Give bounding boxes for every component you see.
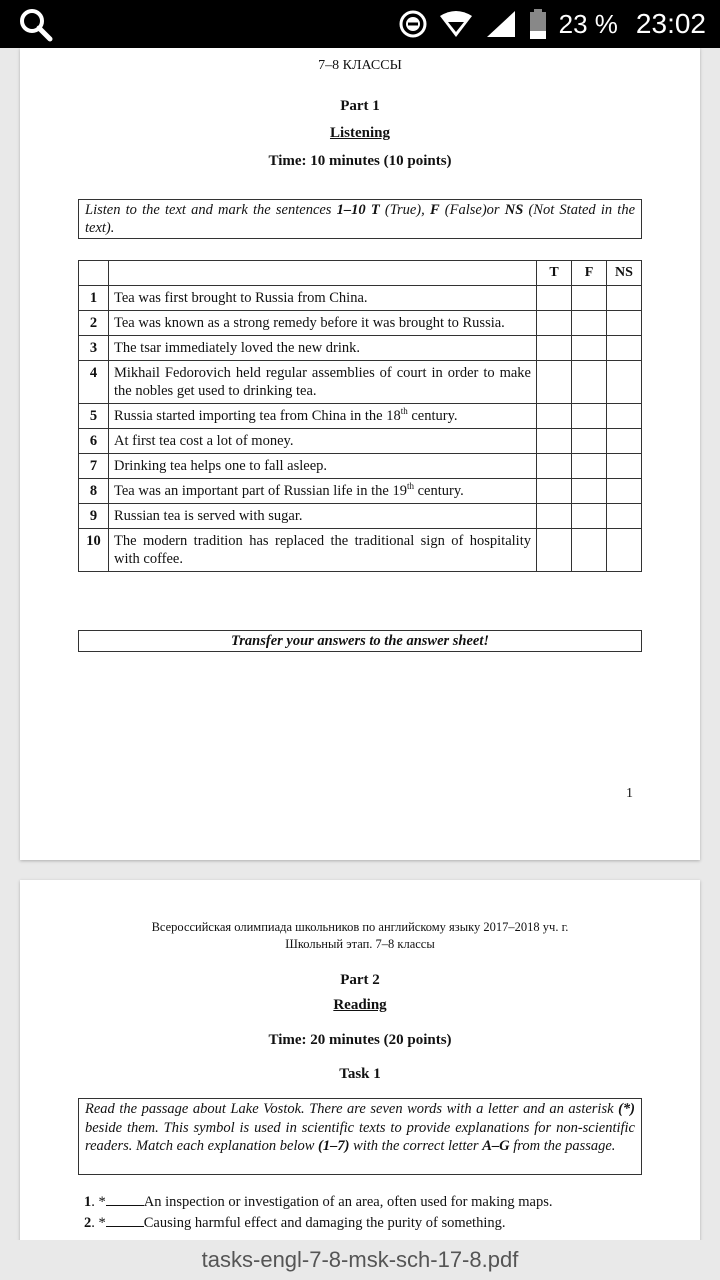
column-true: T <box>537 261 572 286</box>
signal-icon <box>485 10 517 38</box>
clock: 23:02 <box>635 8 706 39</box>
table-header <box>79 261 642 286</box>
table-row: 6 At first tea cost a lot of money. <box>79 429 642 454</box>
answer-blank <box>106 1194 144 1206</box>
table-row: 4 Mikhail Fedorovich held regular assemblies of court in order to make the nobles get used to drinking tea. <box>79 361 642 404</box>
stage-title: Школьный этап. 7–8 классы <box>285 937 435 951</box>
do-not-disturb-icon <box>399 10 427 38</box>
pdf-page-1[interactable] <box>20 48 700 860</box>
table-row: 5 Russia started importing tea from China in the 18th century. <box>79 404 642 429</box>
section-title: Reading <box>333 997 387 1013</box>
table-row: 8 Tea was an important part of Russian life in the 19th century. <box>79 479 642 504</box>
section-title: Listening <box>329 125 390 141</box>
reading-instruction: Read the passage about Lake Vostok. There are seven words with a letter and an asterisk (*) beside them. This symbol is used in scientific texts to provide explanations for non-scientific readers. Match each explanation below (1–7) with the correct letter A–G from the passage. <box>78 1098 642 1175</box>
battery-icon <box>529 9 547 39</box>
question-list <box>84 1192 552 1234</box>
pdf-page-2[interactable] <box>20 880 700 1250</box>
file-name-label: tasks-engl-7-8-msk-sch-17-8.pdf <box>0 1240 720 1280</box>
time-limit: Time: 20 minutes (20 points) <box>268 1032 452 1048</box>
transfer-note: Transfer your answers to the answer sheet! <box>78 630 642 652</box>
time-limit: Time: 10 minutes (10 points) <box>268 153 452 169</box>
olympiad-title: Всероссийская олимпиада школьников по английскому языку 2017–2018 уч. г. <box>151 920 569 934</box>
class-header: 7–8 КЛАССЫ <box>318 58 402 73</box>
answer-blank <box>106 1215 144 1227</box>
column-false: F <box>572 261 607 286</box>
task-title: Task 1 <box>339 1066 381 1082</box>
part-title: Part 1 <box>340 98 380 114</box>
table-row: 7 Drinking tea helps one to fall asleep. <box>79 454 642 479</box>
status-bar <box>0 0 720 48</box>
listening-instruction: Listen to the text and mark the sentences 1–10 T (True), F (False)or NS (Not Stated in the text). <box>78 199 642 239</box>
column-not-stated: NS <box>607 261 642 286</box>
battery-percent: 23 % <box>558 8 618 39</box>
table-row: 9 Russian tea is served with sugar. <box>79 504 642 529</box>
table-row: 2 Tea was known as a strong remedy before it was brought to Russia. <box>79 311 642 336</box>
table-row: 10 The modern tradition has replaced the traditional sign of hospitality with coffee. <box>79 529 642 572</box>
list-item: 1. * An inspection or investigation of an area, often used for making maps. <box>84 1194 553 1210</box>
wifi-icon <box>439 10 473 38</box>
part-title: Part 2 <box>340 972 380 988</box>
table-row: 1 Tea was first brought to Russia from China. <box>79 286 642 311</box>
list-item: 2. * Causing harmful effect and damaging the purity of something. <box>84 1215 506 1231</box>
answer-table <box>78 260 642 572</box>
search-icon[interactable] <box>18 7 54 43</box>
page-number: 1 <box>626 786 633 801</box>
table-row: 3 The tsar immediately loved the new drink. <box>79 336 642 361</box>
